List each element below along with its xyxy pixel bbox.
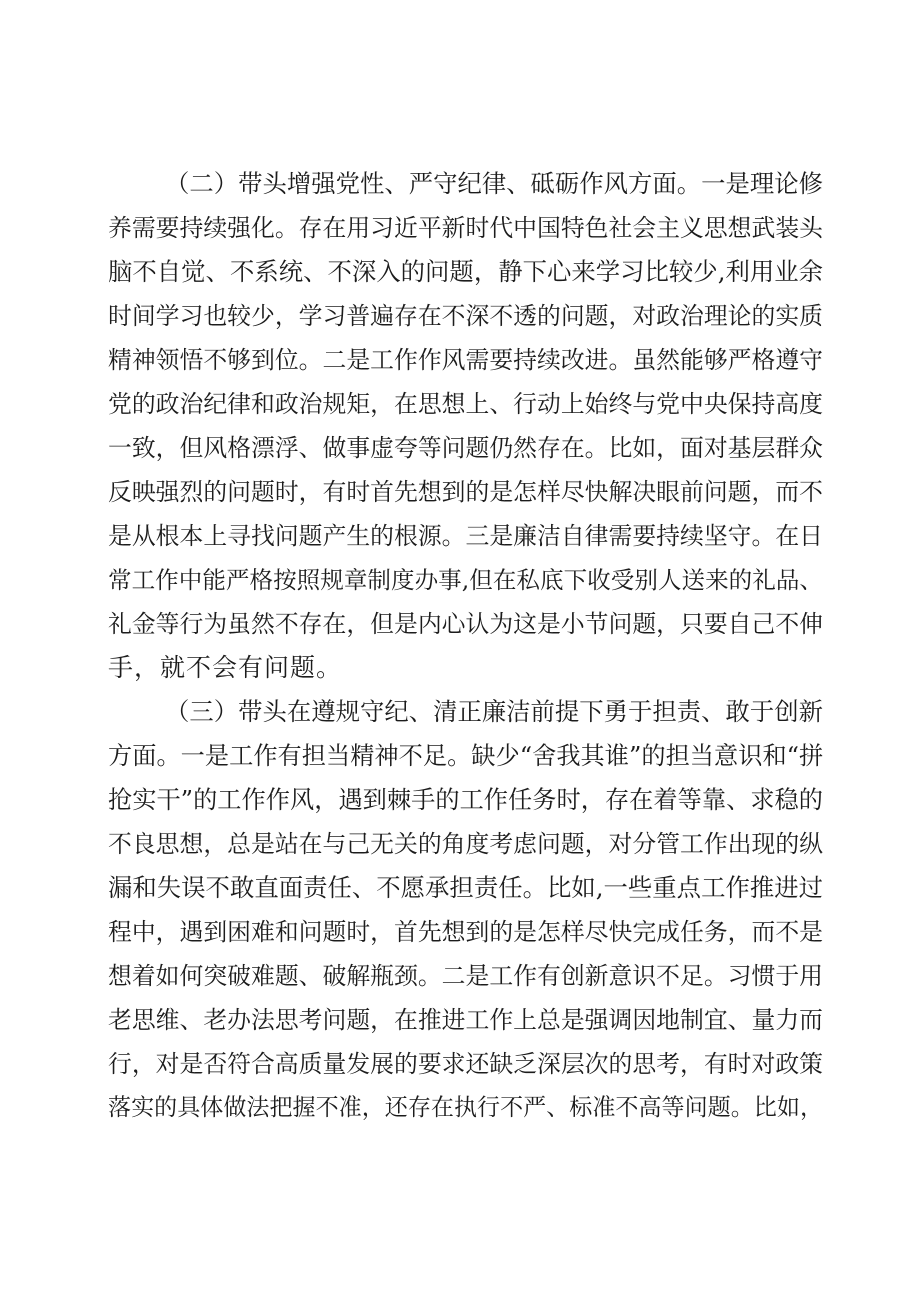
paragraph-line: （二）带头增强党性、严守纪律、砥砺作风方面。一是理论修 <box>165 169 823 198</box>
paragraph-line: 不良思想，总是站在与己无关的角度考虑问题，对分管工作出现的纵 <box>108 830 823 858</box>
paragraph-line: 手，就不会有问题。 <box>108 653 343 682</box>
paragraph-line: （三）带头在遵规守纪、清正廉洁前提下勇于担责、敢于创新 <box>165 697 823 726</box>
paragraph-line: 养需要持续强化。存在用习近平新时代中国特色社会主义思想武装头 <box>108 214 823 242</box>
paragraph-line: 时间学习也较少，学习普遍存在不深不透的问题，对政治理论的实质 <box>108 302 823 330</box>
paragraph-line: 一致，但风格漂浮、做事虚夸等问题仍然存在。比如，面对基层群众 <box>108 434 823 462</box>
paragraph-line: 抢实干”的工作作风，遇到棘手的工作任务时，存在着等靠、求稳的 <box>108 786 823 814</box>
paragraph-line: 礼金等行为虽然不存在，但是内心认为这是小节问题，只要自己不伸 <box>108 610 823 638</box>
paragraph-line: 反映强烈的问题时，有时首先想到的是怎样尽快解决眼前问题，而不 <box>108 478 823 506</box>
paragraph-line: 是从根本上寻找问题产生的根源。三是廉洁自律需要持续坚守。在日 <box>108 522 823 550</box>
paragraph-line: 程中，遇到困难和问题时，首先想到的是怎样尽快完成任务，而不是 <box>108 918 823 946</box>
paragraph-line: 脑不自觉、不系统、不深入的问题，静下心来学习比较少,利用业余 <box>108 257 823 286</box>
paragraph-line: 行，对是否符合高质量发展的要求还缺乏深层次的思考，有时对政策 <box>108 1050 823 1078</box>
paragraph-line: 想着如何突破难题、破解瓶颈。二是工作有创新意识不足。习惯于用 <box>108 962 823 990</box>
paragraph-line: 落实的具体做法把握不准，还存在执行不严、标准不高等问题。比如， <box>108 1095 823 1121</box>
paragraph-line: 老思维、老办法思考问题，在推进工作上总是强调因地制宜、量力而 <box>108 1006 823 1034</box>
paragraph-line: 精神领悟不够到位。二是工作作风需要持续改进。虽然能够严格遵守 <box>108 346 823 374</box>
paragraph-line: 常工作中能严格按照规章制度办事,但在私底下收受别人送来的礼品、 <box>108 566 823 594</box>
paragraph-line: 党的政治纪律和政治规矩，在思想上、行动上始终与党中央保持高度 <box>108 390 823 418</box>
paragraph-line: 方面。一是工作有担当精神不足。缺少“舍我其谁”的担当意识和“拼 <box>108 742 824 770</box>
paragraph-line: 漏和失误不敢直面责任、不愿承担责任。比如,一些重点工作推进过 <box>108 873 823 902</box>
